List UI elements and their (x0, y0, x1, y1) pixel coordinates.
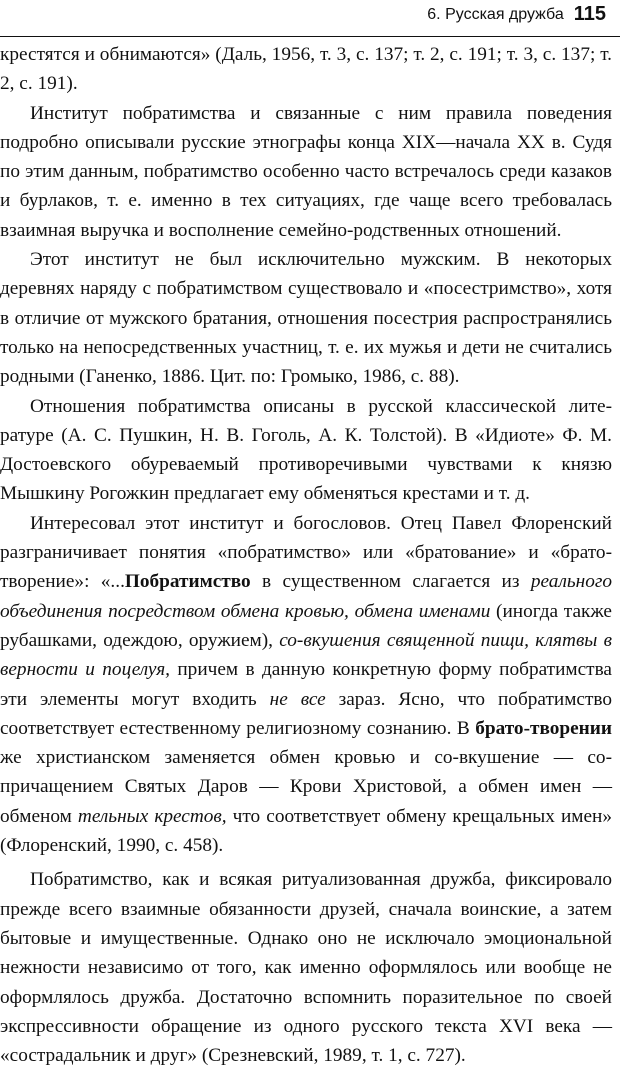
paragraph (0, 865, 612, 1070)
paragraph (0, 99, 612, 245)
page-number: 115 (573, 3, 606, 25)
header-rule (0, 36, 620, 37)
bold-term: Побратимство (124, 571, 251, 593)
paragraph (0, 245, 612, 391)
italic-phrase: со-вкушения священной пищи, клятвы в верности и поцелуя, (0, 629, 612, 681)
text-run: Интересовал этот институт и богословов. Отец Павел Флоренский разграничивает понятия «побратимство» или «братование» и «брато-творение»: «... (0, 512, 612, 593)
text-run: Отношения побратимства описаны в русской классической литературе (А. С. Пушкин, Н. В. Гоголь, А. К. Толстой). В «Идиоте» Ф. М. Достоевского обуреваемый противоречивыми чувствами к князю Мышкину Рогожкин предлагает ему обменяться крестами и т. д. (0, 395, 612, 505)
text-run: зараз. Ясно, что побратимство соответствует естественному религиозному сознанию. В (0, 688, 612, 739)
paragraph (0, 40, 612, 99)
text-run: в существенном слагается из (250, 571, 531, 593)
text-run: причем в данную конкретную форму побратимства эти элементы могут входить (0, 659, 612, 710)
paragraph (0, 392, 612, 509)
text-run: Институт побратимства и связанные с ним правила поведения подробно описывали русские этнографы конца XIX—начала XX в. Судя по этим данным, побратимство особенно часто встречалось среди казаков и бурлаков, т. е. именно в тех ситуациях, где чаще всего требовалась взаимная выручка и восполнение семейно-родственных отношений. (0, 102, 612, 241)
italic-phrase: не все (269, 688, 326, 710)
bold-term: брато-творении (475, 717, 612, 739)
italic-phrase: реального объединения посредством обмена кровью, обмена именами (0, 571, 612, 622)
text-run: (иногда также рубашками, одеждою, оружием), (0, 600, 612, 651)
text-run: Побратимство, как и всякая ритуализованная дружба, фиксировало прежде всего взаимные обязанности друзей, сначала воинские, а затем бытовые и имущественные. Однако оно не исключало эмоциональной нежности независимо от того, как именно оформлялось или вообще не оформлялось дружба. Достаточно вспомнить поразительное по своей экспрессивности обращение из одного русского текста XVI века — «сострадальник и друг» (Срезневский, 1989, т. 1, с. 727). (0, 869, 612, 1067)
text-run: Этот институт не был исключительно мужским. В некоторых деревнях наряду с побратимством существовало и «посестримство», хотя в отличие от мужского братания, отношения посестрия распространялись только на непосредственных участниц, т. е. их мужья и дети не считались родными (Ганенко, 1886. Цит. по: Громыко, 1986, с. 88). (0, 249, 612, 388)
italic-phrase: тельных крестов, (77, 805, 227, 827)
text-run: что соответствует обмену крещальных имен» (Флоренский, 1990, с. 458). (0, 805, 612, 857)
running-header (427, 0, 606, 40)
body-text (0, 40, 612, 1070)
chapter-title: 6. Русская дружба (427, 6, 564, 23)
text-run: крестятся и обнимаются» (Даль, 1956, т. 3, с. 137; т. 2, с. 191; т. 3, с. 137; т. 2, с. 191). (0, 44, 612, 95)
paragraph (0, 509, 612, 861)
text-run: же христианском заменяется обмен кровью и со-вкушение — со-причащением Святых Даров — Крови Христовой, а обмен имен — обменом (0, 747, 612, 827)
